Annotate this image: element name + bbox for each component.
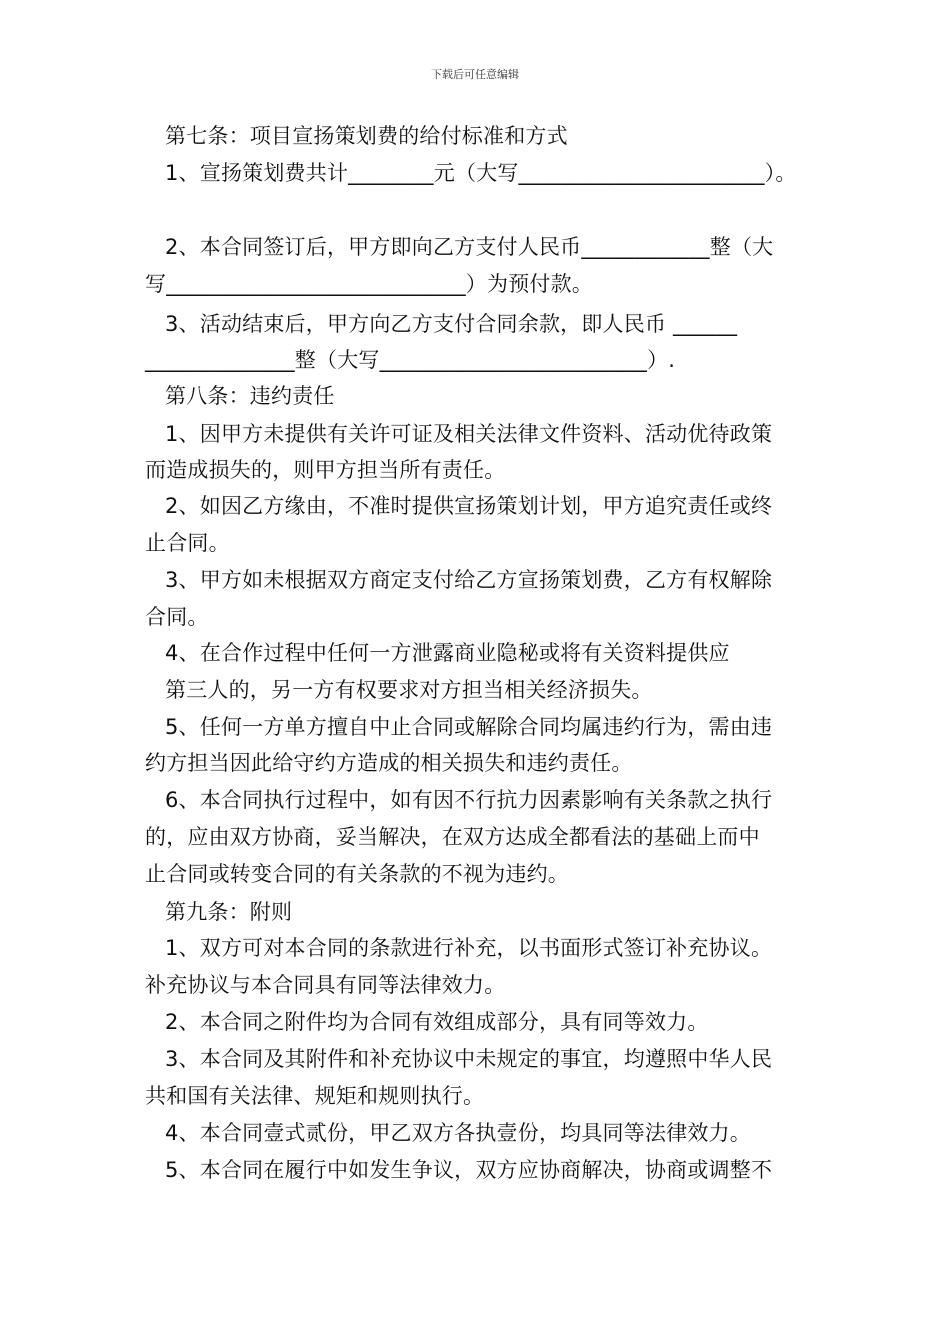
text-line: 4、本合同壹式贰份，甲乙双方各执壹份，均具同等法律效力。 <box>165 1121 751 1145</box>
text-line: 写____________________________）为预付款。 <box>145 272 593 296</box>
text-line: 2、本合同签订后，甲方即向乙方支付人民币____________整（大 <box>165 235 774 259</box>
page-header: 下载后可任意编辑 <box>431 68 519 81</box>
text-line: 合同。 <box>145 605 209 629</box>
section-9-heading: 第九条：附则 <box>165 900 293 924</box>
text-line: 5、任何一方单方擅自中止合同或解除合同均属违约行为，需由违 <box>165 715 773 739</box>
text-line: 6、本合同执行过程中，如有因不行抗力因素影响有关条款之执行 <box>165 788 773 812</box>
text-line: 1、双方可对本合同的条款进行补充，以书面形式签订补充协议。 <box>165 936 773 960</box>
text-line: 补充协议与本合同具有同等法律效力。 <box>145 973 506 997</box>
section-8-heading: 第八条：违约责任 <box>165 384 335 408</box>
text-line: 2、本合同之附件均为合同有效组成部分，具有同等效力。 <box>165 1010 709 1034</box>
text-line: 3、本合同及其附件和补充协议中未规定的事宜，均遵照中华人民 <box>165 1047 773 1071</box>
text-line: 5、本合同在履行中如发生争议，双方应协商解决，协商或调整不 <box>165 1158 773 1182</box>
text-line: 止合同或转变合同的有关条款的不视为违约。 <box>145 862 569 886</box>
text-line: 4、在合作过程中任何一方泄露商业隐秘或将有关资料提供应 <box>165 641 730 665</box>
section-7-heading: 第七条：项目宣扬策划费的给付标准和方式 <box>165 124 568 148</box>
text-line: 的，应由双方协商，妥当解决，在双方达成全都看法的基础上而中 <box>145 825 760 849</box>
text-line: 约方担当因此给守约方造成的相关损失和违约责任。 <box>145 751 633 775</box>
text-line: 2、如因乙方缘由，不准时提供宣扬策划计划，甲方追究责任或终 <box>165 494 773 518</box>
text-line: 第三人的，另一方有权要求对方担当相关经济损失。 <box>165 678 653 702</box>
text-line: 1、因甲方未提供有关许可证及相关法律文件资料、活动优待政策 <box>165 422 773 446</box>
text-line: 3、甲方如未根据双方商定支付给乙方宣扬策划费，乙方有权解除 <box>165 568 773 592</box>
text-line: 止合同。 <box>145 531 230 555</box>
text-line: 共和国有关法律、规矩和规则执行。 <box>145 1084 485 1108</box>
text-line: 3、活动结束后，甲方向乙方支付合同余款，即人民币 ______ <box>165 312 738 336</box>
text-line: ______________整（大写_________________________）. <box>145 348 676 372</box>
text-line: 1、宣扬策划费共计________元（大写_______________________）。 <box>165 161 797 185</box>
text-line: 而造成损失的，则甲方担当所有责任。 <box>145 458 506 482</box>
